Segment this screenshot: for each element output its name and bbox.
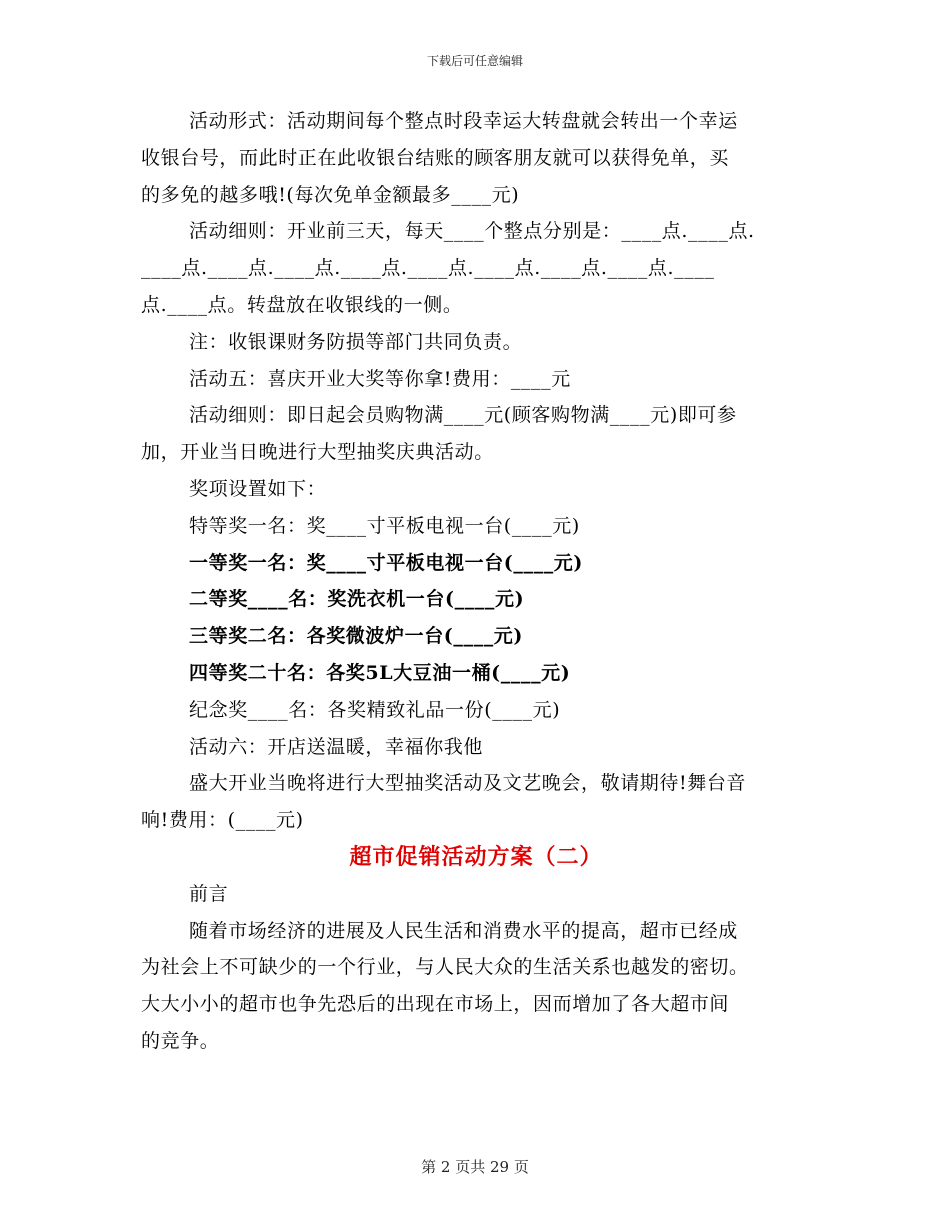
prize-item: 纪念奖____名：各奖精致礼品一份(____元) <box>189 698 561 721</box>
page-footer: 第 2 页共 29 页 <box>421 1158 529 1176</box>
prize-list-heading: 奖项设置如下： <box>189 477 327 500</box>
preface-heading: 前言 <box>189 882 229 905</box>
paragraph-line: 活动五：喜庆开业大奖等你拿!费用：____元 <box>189 367 571 390</box>
paragraph-line: 点.____点。转盘放在收银线的一侧。 <box>141 293 463 316</box>
prize-item: 一等奖一名：奖____寸平板电视一台(____元) <box>189 551 583 574</box>
prize-item: 二等奖____名：奖洗衣机一台(____元) <box>189 588 525 611</box>
page-header: 下载后可任意编辑 <box>426 54 523 68</box>
paragraph-line: 大大小小的超市也争先恐后的出现在市场上，因而增加了各大超市间 <box>141 993 730 1016</box>
prize-item: 四等奖二十名：各奖5L大豆油一桶(____元) <box>189 661 571 684</box>
paragraph-line: 活动六：开店送温暖，幸福你我他 <box>189 735 484 758</box>
paragraph-line: 的多免的越多哦!(每次免单金额最多____元) <box>141 183 520 206</box>
section-title: 超市促销活动方案（二） <box>349 843 603 870</box>
paragraph-line: 活动形式：活动期间每个整点时段幸运大转盘就会转出一个幸运 <box>189 110 738 132</box>
paragraph-line: 活动细则：即日起会员购物满____元(顾客购物满____元)即可参 <box>189 404 737 427</box>
document-body <box>141 103 811 1060</box>
paragraph-line: 响!费用：(____元) <box>141 809 304 832</box>
preface-section <box>141 876 811 1060</box>
paragraph-line: 随着市场经济的进展及人民生活和消费水平的提高，超市已经成 <box>189 919 738 942</box>
activity-section <box>141 103 811 839</box>
paragraph-line: 的竞争。 <box>141 1029 220 1052</box>
paragraph-line: 收银台号，而此时正在此收银台结账的顾客朋友就可以获得免单，买 <box>141 146 730 169</box>
prize-item: 三等奖二名：各奖微波炉一台(____元) <box>189 625 523 648</box>
prize-item: 特等奖一名：奖____寸平板电视一台(____元) <box>189 514 580 537</box>
paragraph-line: ____点.____点.____点.____点.____点.____点.____点.____点.____ <box>141 257 715 280</box>
paragraph-line: 注：收银课财务防损等部门共同负责。 <box>189 330 523 353</box>
paragraph-line: 活动细则：开业前三天，每天____个整点分别是：____点.____点. <box>189 220 755 243</box>
paragraph-line: 盛大开业当晚将进行大型抽奖活动及文艺晚会，敬请期待!舞台音 <box>189 772 747 795</box>
paragraph-line: 为社会上不可缺少的一个行业，与人民大众的生活关系也越发的密切。 <box>141 956 749 979</box>
paragraph-line: 加，开业当日晚进行大型抽奖庆典活动。 <box>141 441 494 464</box>
